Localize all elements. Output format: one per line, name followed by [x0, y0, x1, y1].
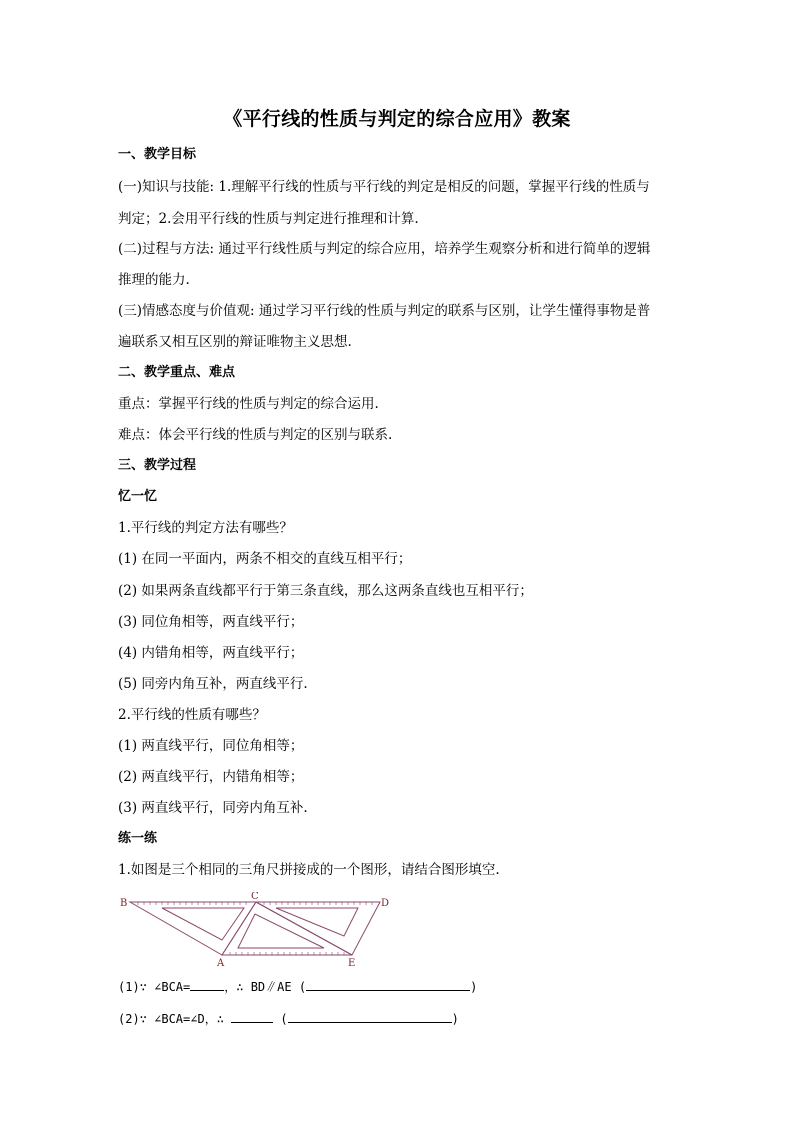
objective-paragraph-2-line-1: (二)过程与方法: 通过平行线性质与判定的综合应用，培养学生观察分析和进行简单的逻辑	[118, 241, 651, 257]
label-d: D	[381, 898, 390, 909]
document-title: 《平行线的性质与判定的综合应用》教案	[223, 108, 571, 130]
key-point-text: 重点：掌握平行线的性质与判定的综合运用.	[118, 396, 379, 412]
fill-item-1-blank-2[interactable]	[306, 977, 470, 991]
section-heading-objectives: 一、教学目标	[118, 147, 197, 162]
section-heading-key-points: 二、教学重点、难点	[118, 365, 236, 380]
question-1-item-3: (3) 同位角相等，两直线平行；	[118, 614, 304, 630]
objective-paragraph-1-line-2: 判定；2.会用平行线的性质与判定进行推理和计算.	[118, 211, 419, 227]
recall-heading: 忆一忆	[118, 489, 158, 504]
set-square-3	[256, 902, 380, 955]
objective-paragraph-2-line-2: 推理的能力.	[118, 272, 190, 288]
fill-item-1-mid: ，∴ BD∥AE (	[224, 980, 307, 994]
objective-paragraph-1-line-1: (一)知识与技能: 1.理解平行线的性质与平行线的判定是相反的问题，掌握平行线的性质与	[118, 179, 650, 195]
fill-item-1-suffix: )	[470, 980, 478, 994]
question-1-item-5: (5) 同旁内角互补，两直线平行.	[118, 676, 308, 692]
question-1-item-1: (1) 在同一平面内，两条不相交的直线互相平行；	[118, 551, 412, 567]
fill-item-2-blank-2[interactable]	[288, 1009, 452, 1023]
label-c: C	[251, 892, 259, 902]
fill-item-2-prefix: (2)∵ ∠BCA=∠D，∴	[118, 1012, 232, 1026]
fill-item-1	[118, 977, 477, 996]
label-e: E	[348, 958, 356, 968]
fill-item-1-prefix: (1)∵ ∠BCA=	[118, 980, 191, 994]
question-2-item-3: (3) 两直线平行，同旁内角互补.	[118, 800, 308, 816]
question-1-item-2: (2) 如果两条直线都平行于第三条直线，那么这两条直线也互相平行；	[118, 583, 533, 599]
objective-paragraph-3-line-1: (三)情感态度与价值观: 通过学习平行线的性质与判定的联系与区别，让学生懂得事物是普	[118, 303, 651, 319]
set-square-2-inner	[238, 914, 324, 948]
set-square-1-inner	[162, 908, 244, 940]
question-1: 1.平行线的判定方法有哪些？	[118, 520, 293, 536]
fill-item-2-suffix: )	[451, 1012, 459, 1026]
fill-item-2-mid: (	[273, 1012, 288, 1026]
fill-item-2	[118, 1009, 459, 1028]
fill-item-1-blank-1[interactable]	[190, 977, 224, 991]
label-b: B	[120, 898, 128, 909]
set-square-1	[130, 902, 256, 955]
set-square-3-inner	[276, 908, 358, 936]
question-1-item-4: (4) 内错角相等，两直线平行；	[118, 645, 304, 661]
triangle-rulers-figure	[118, 892, 393, 968]
fill-item-2-blank-1[interactable]	[231, 1009, 273, 1023]
practice-heading: 练一练	[118, 831, 158, 846]
set-square-2	[222, 902, 352, 955]
question-2-item-1: (1) 两直线平行，同位角相等；	[118, 738, 304, 754]
difficult-point-text: 难点：体会平行线的性质与判定的区别与联系.	[118, 427, 393, 443]
section-heading-process: 三、教学过程	[118, 458, 197, 473]
objective-paragraph-3-line-2: 遍联系又相互区别的辩证唯物主义思想.	[118, 334, 352, 350]
label-a: A	[217, 958, 225, 968]
practice-question-1: 1.如图是三个相同的三角尺拼接成的一个图形，请结合图形填空.	[118, 862, 500, 878]
question-2: 2.平行线的性质有哪些？	[118, 707, 266, 723]
question-2-item-2: (2) 两直线平行，内错角相等；	[118, 769, 304, 785]
